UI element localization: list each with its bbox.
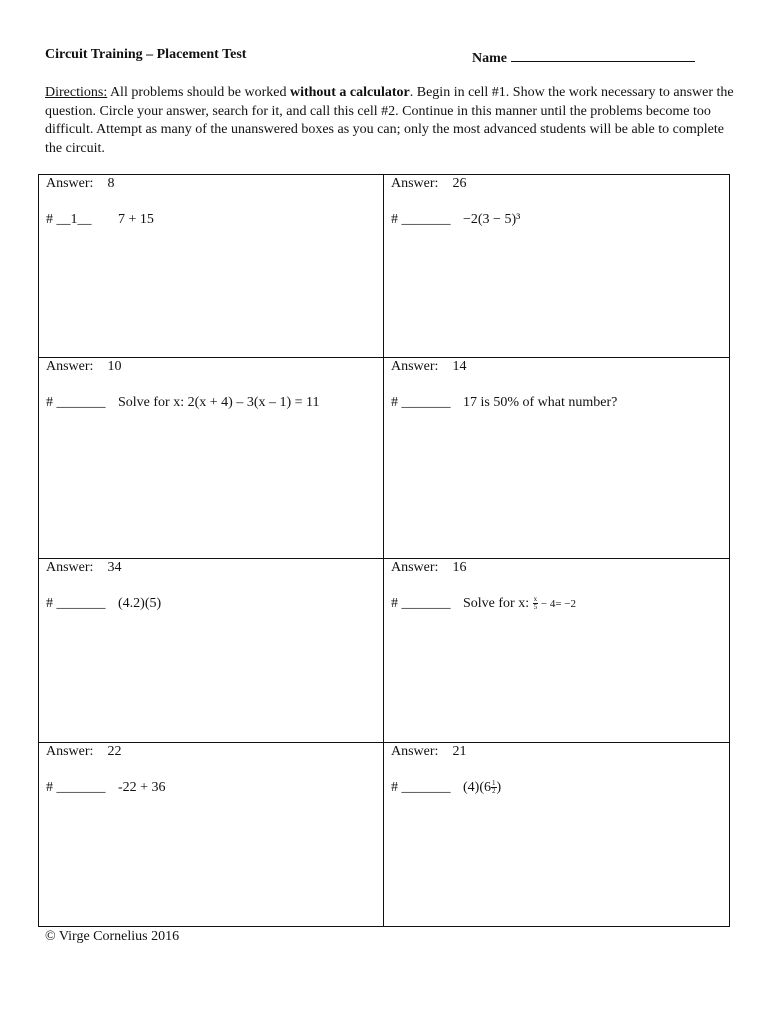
cell-number: # _______ bbox=[391, 596, 451, 611]
problem-text: -22 + 36 bbox=[118, 780, 166, 795]
worksheet-header bbox=[45, 47, 725, 67]
cell-number: # __1__ bbox=[46, 212, 92, 227]
answer-label: Answer: bbox=[391, 359, 439, 374]
answer-label: Answer: bbox=[391, 744, 439, 759]
page-title: Circuit Training – Placement Test bbox=[45, 47, 247, 62]
problem-line bbox=[46, 596, 161, 612]
name-label: Name bbox=[472, 51, 507, 66]
directions-bold: without a calculator bbox=[289, 85, 410, 100]
problem-text: −2(3 − 5)³ bbox=[463, 212, 521, 227]
answer-label: Answer: bbox=[46, 560, 94, 575]
problem-suffix: − 4= −2 bbox=[538, 598, 576, 610]
problem-line bbox=[46, 395, 320, 411]
answer-line bbox=[46, 744, 121, 760]
answer-line bbox=[391, 359, 466, 375]
answer-value: 22 bbox=[107, 744, 122, 759]
circuit-cell bbox=[384, 559, 730, 743]
circuit-cell bbox=[384, 743, 730, 926]
answer-label: Answer: bbox=[46, 744, 94, 759]
directions-text-2: . Begin in cell #1. Show the work necessary to answer the question. Circle your answer, search for it, and call this cell #2. Continue in this manner until the problems become too difficult. Attempt as many of the unanswered boxes as you can; only the most advanced students will be able to complete the circuit. bbox=[45, 85, 734, 156]
directions-text-1: All problems should be worked bbox=[107, 85, 290, 100]
cell-number: # _______ bbox=[46, 395, 106, 410]
directions bbox=[45, 84, 735, 158]
problem-prefix: Solve for x: bbox=[463, 596, 533, 611]
problem-line bbox=[391, 395, 617, 411]
cell-number: # _______ bbox=[391, 395, 451, 410]
answer-label: Answer: bbox=[46, 176, 94, 191]
problem-suffix: ) bbox=[496, 780, 502, 795]
answer-value: 14 bbox=[452, 359, 467, 374]
fraction-numerator: x bbox=[533, 595, 538, 604]
answer-value: 21 bbox=[452, 744, 467, 759]
answer-line bbox=[46, 176, 114, 192]
answer-line bbox=[391, 744, 466, 760]
answer-label: Answer: bbox=[46, 359, 94, 374]
answer-label: Answer: bbox=[391, 176, 439, 191]
circuit-cell bbox=[39, 175, 384, 358]
problem-text: 17 is 50% of what number? bbox=[463, 395, 618, 410]
answer-value: 10 bbox=[107, 359, 122, 374]
fraction-numerator: 1 bbox=[492, 779, 496, 788]
answer-value: 34 bbox=[107, 560, 122, 575]
answer-line bbox=[46, 560, 121, 576]
circuit-cell bbox=[39, 358, 384, 559]
name-field bbox=[472, 47, 695, 67]
answer-value: 16 bbox=[452, 560, 467, 575]
cell-number: # _______ bbox=[46, 780, 106, 795]
cell-number: # _______ bbox=[46, 596, 106, 611]
problem-text: (4.2)(5) bbox=[118, 596, 162, 611]
fraction-denominator: 5 bbox=[533, 603, 538, 612]
circuit-cell bbox=[384, 358, 730, 559]
answer-line bbox=[46, 359, 121, 375]
circuit-grid bbox=[38, 174, 730, 927]
answer-label: Answer: bbox=[391, 560, 439, 575]
answer-value: 8 bbox=[107, 176, 115, 191]
copyright-footer: © Virge Cornelius 2016 bbox=[45, 929, 180, 944]
problem-line bbox=[391, 780, 501, 796]
problem-text bbox=[463, 780, 501, 795]
problem-text bbox=[463, 596, 576, 611]
problem-line bbox=[391, 596, 576, 612]
fraction-denominator: 2 bbox=[492, 787, 496, 796]
problem-line bbox=[391, 212, 520, 228]
cell-number: # _______ bbox=[391, 212, 451, 227]
problem-line bbox=[46, 780, 166, 796]
name-blank-line bbox=[511, 47, 695, 62]
answer-value: 26 bbox=[452, 176, 467, 191]
problem-prefix: (4)(6 bbox=[463, 780, 491, 795]
circuit-cell bbox=[39, 559, 384, 743]
cell-number: # _______ bbox=[391, 780, 451, 795]
problem-text: Solve for x: 2(x + 4) – 3(x – 1) = 11 bbox=[118, 395, 320, 410]
problem-line bbox=[46, 212, 154, 228]
circuit-cell bbox=[384, 175, 730, 358]
circuit-cell bbox=[39, 743, 384, 926]
directions-label: Directions: bbox=[45, 85, 108, 100]
problem-text: 7 + 15 bbox=[118, 212, 154, 227]
answer-line bbox=[391, 176, 466, 192]
answer-line bbox=[391, 560, 466, 576]
